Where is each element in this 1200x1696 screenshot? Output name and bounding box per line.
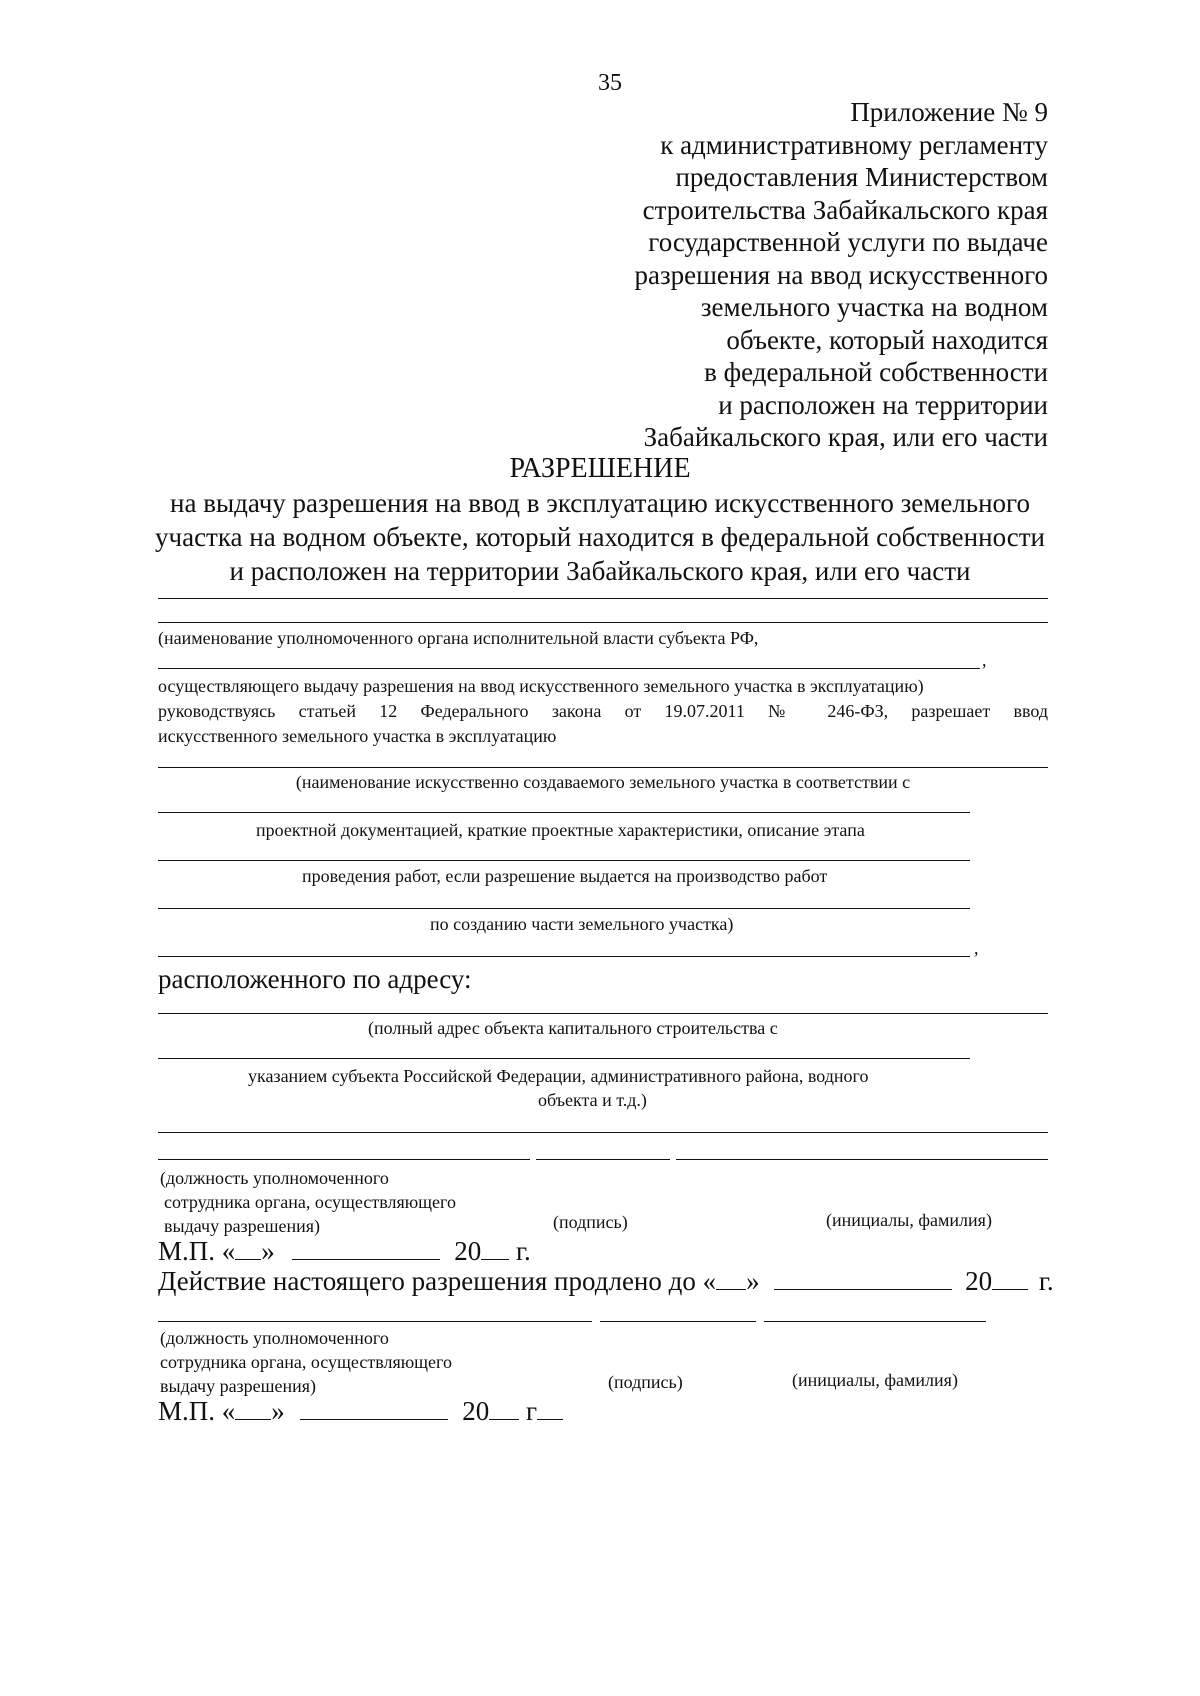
year-field[interactable] xyxy=(481,1237,509,1260)
appendix-line: предоставления Министерством xyxy=(675,162,1048,192)
name-caption: (инициалы, фамилия) xyxy=(792,1370,958,1390)
appendix-line: и расположен на территории xyxy=(718,389,1048,420)
appendix-line: Забайкальского края, или его части xyxy=(643,422,1048,452)
address-caption: указанием субъекта Российской Федерации, административного района, водного xyxy=(248,1066,869,1086)
signature-fill-line[interactable] xyxy=(600,1321,756,1322)
position-fill-line[interactable] xyxy=(158,1321,592,1322)
authority-fill-line[interactable] xyxy=(158,668,980,669)
address-fill-line[interactable] xyxy=(158,1132,1048,1133)
name-fill-line[interactable] xyxy=(764,1321,986,1322)
year-prefix: 20 xyxy=(454,1236,482,1266)
address-fill-line[interactable] xyxy=(158,1013,1048,1014)
stamp-prefix: М.П. « xyxy=(158,1396,236,1426)
plot-caption: (наименование искусственно создаваемого земельного участка в соответствии с xyxy=(295,772,911,792)
appendix-line: в федеральной собственности xyxy=(704,357,1048,387)
name-caption: (инициалы, фамилия) xyxy=(826,1210,992,1230)
guided-text: искусственного земельного участка в эксплуатацию xyxy=(158,726,557,746)
address-caption: объекта и т.д.) xyxy=(538,1090,647,1110)
year-prefix: 20 xyxy=(462,1396,490,1426)
page-number: 35 xyxy=(598,70,622,96)
plot-caption: по созданию части земельного участка) xyxy=(430,914,734,934)
signature-caption: (подпись) xyxy=(553,1212,628,1232)
title-line: и расположен на территории Забайкальского края, или его части xyxy=(229,556,971,586)
year-prefix: 20 xyxy=(965,1266,993,1296)
plot-caption: проектной документацией, краткие проектные характеристики, описание этапа xyxy=(256,820,865,840)
authority-caption: (наименование уполномоченного органа исполнительной власти субъекта РФ, xyxy=(158,628,759,648)
guided-text: руководствуясь статьей 12 Федерального закона от 19.07.2011 № 246-ФЗ, разрешает ввод xyxy=(158,701,1048,721)
signature-fill-line[interactable] xyxy=(536,1159,670,1160)
plot-caption: проведения работ, если разрешение выдается на производство работ xyxy=(302,866,828,886)
year-field[interactable] xyxy=(992,1267,1028,1290)
plot-fill-line[interactable] xyxy=(158,860,970,861)
position-caption xyxy=(160,1326,452,1398)
address-label: расположенного по адресу: xyxy=(158,964,472,994)
title-line: на выдачу разрешения на ввод в эксплуатацию искусственного земельного xyxy=(170,488,1030,518)
year-suffix: г xyxy=(526,1396,538,1426)
appendix-line: разрешения на ввод искусственного xyxy=(634,259,1048,290)
quote-close: » xyxy=(271,1396,285,1426)
authority-fill-line[interactable] xyxy=(158,598,1048,599)
caption-line: (должность уполномоченного xyxy=(160,1168,389,1188)
caption-line: (должность уполномоченного xyxy=(160,1328,389,1348)
stamp-prefix: М.П. « xyxy=(158,1236,236,1266)
quote-close: » xyxy=(261,1236,275,1266)
year-suffix: г. xyxy=(516,1236,531,1266)
appendix-line: объекте, который находится xyxy=(726,324,1048,355)
signature-caption: (подпись) xyxy=(608,1372,683,1392)
month-field[interactable] xyxy=(774,1267,952,1290)
appendix-line: строительства Забайкальского края xyxy=(642,194,1048,225)
plot-fill-line[interactable] xyxy=(158,956,970,957)
address-caption: (полный адрес объекта капитального строительства с xyxy=(368,1018,778,1038)
appendix-line: государственной услуги по выдаче xyxy=(648,227,1048,257)
comma-mark: , xyxy=(974,938,979,958)
stamp-date-line xyxy=(158,1236,531,1267)
appendix-line: Приложение № 9 xyxy=(850,97,1048,127)
appendix-line: к административному регламенту xyxy=(660,129,1048,160)
plot-fill-line[interactable] xyxy=(158,812,970,813)
comma-mark: , xyxy=(982,650,987,670)
authority-caption: осуществляющего выдачу разрешения на ввод искусственного земельного участка в эксплуатацию) xyxy=(158,676,924,696)
quote-close: » xyxy=(746,1266,760,1296)
plot-fill-line[interactable] xyxy=(158,767,1048,768)
day-field[interactable] xyxy=(235,1397,271,1420)
position-caption xyxy=(160,1166,456,1238)
caption-line: сотрудника органа, осуществляющего xyxy=(164,1192,456,1212)
authority-fill-line[interactable] xyxy=(158,622,1048,623)
day-field[interactable] xyxy=(716,1267,746,1290)
appendix-block xyxy=(560,96,1048,454)
day-field[interactable] xyxy=(235,1237,261,1260)
position-fill-line[interactable] xyxy=(158,1159,530,1160)
month-field[interactable] xyxy=(300,1397,448,1420)
year-suffix: г. xyxy=(1038,1266,1054,1296)
month-field[interactable] xyxy=(292,1237,440,1260)
title-line: участка на водном объекте, который находится в федеральной собственности xyxy=(155,522,1045,552)
year-suffix-field[interactable] xyxy=(537,1397,563,1420)
document-title xyxy=(150,452,1050,588)
plot-fill-line[interactable] xyxy=(158,908,970,909)
stamp-date-line xyxy=(158,1396,563,1427)
caption-line: выдачу разрешения) xyxy=(160,1376,317,1396)
appendix-line: земельного участка на водном xyxy=(700,292,1048,322)
extension-line xyxy=(158,1266,1054,1297)
title-heading: РАЗРЕШЕНИЕ xyxy=(509,453,691,484)
caption-line: сотрудника органа, осуществляющего xyxy=(160,1352,452,1372)
name-fill-line[interactable] xyxy=(676,1159,1048,1160)
year-field[interactable] xyxy=(489,1397,519,1420)
address-fill-line[interactable] xyxy=(158,1058,970,1059)
extension-text: Действие настоящего разрешения продлено до « xyxy=(158,1266,717,1296)
caption-line: выдачу разрешения) xyxy=(164,1216,321,1236)
